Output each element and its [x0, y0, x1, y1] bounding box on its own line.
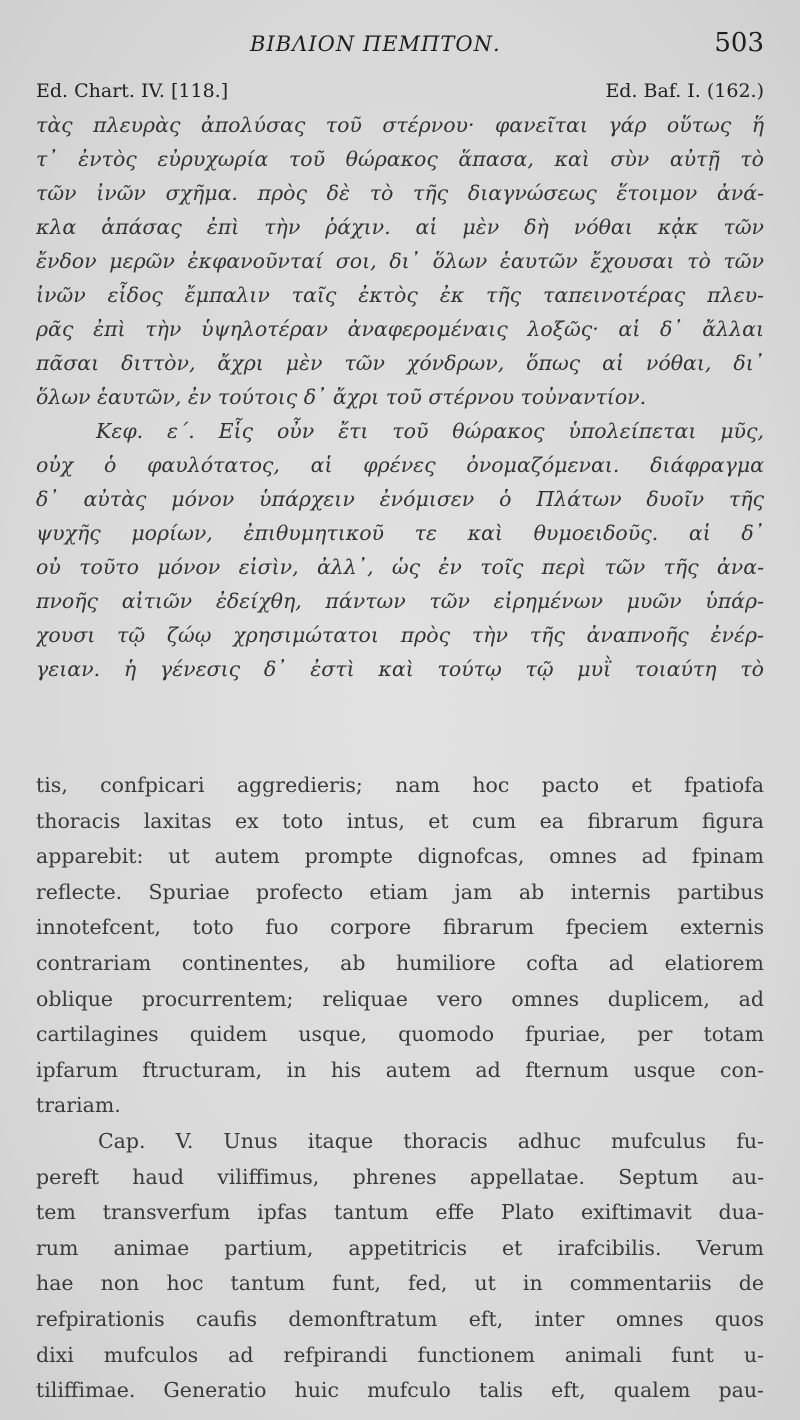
greek-text-block — [36, 108, 764, 686]
latin-line: ipfarum ftructuram, in his autem ad fternum usque con- — [36, 1057, 764, 1082]
latin-line: dixi mufculos ad refpirandi functionem animali funt u- — [36, 1342, 764, 1367]
latin-text-block — [36, 768, 764, 1409]
edition-references — [36, 80, 764, 106]
latin-line: apparebit: ut autem prompte dignofcas, omnes ad fpinam — [36, 844, 764, 869]
greek-line: δ᾽ αὐτὰς μόνον ὑπάρχειν ἐνόμισεν ὁ Πλάτων δυοῖν τῆς — [36, 487, 764, 511]
greek-line: ἔνδον μερῶν ἐκφανοῦνταί σοι, δι᾽ ὅλων ἑαυτῶν ἔχουσαι τὸ τῶν — [36, 249, 764, 273]
latin-line: oblique procurrentem; reliquae vero omnes duplicem, ad — [36, 986, 764, 1011]
greek-line: τῶν ἰνῶν σχῆμα. πρὸς δὲ τὸ τῆς διαγνώσεως ἕτοιμον ἀνά- — [36, 181, 764, 205]
running-title: ΒΙΒΛΙΟΝ ΠΕΜΠΤΟΝ. — [250, 32, 501, 56]
greek-line: οὐχ ὁ φαυλότατος, αἱ φρένες ὀνομαζόμεναι. διάφραγμα — [36, 453, 764, 477]
latin-line: contrariam continentes, ab humiliore cofta ad elatiorem — [36, 950, 764, 975]
greek-line: πνοῆς αἰτιῶν ἐδείχθη, πάντων τῶν εἰρημένων μυῶν ὑπάρ- — [36, 589, 764, 613]
latin-line: tem transverfum ipfas tantum effe Plato exiftimavit dua- — [36, 1200, 764, 1225]
greek-line: τὰς πλευρὰς ἀπολύσας τοῦ στέρνου· φανεῖται γάρ οὕτως ἥ — [36, 113, 764, 137]
greek-line: ἰνῶν εἶδος ἔμπαλιν ταῖς ἐκτὸς ἐκ τῆς ταπεινοτέρας πλευ- — [36, 283, 764, 307]
greek-line: ὅλων ἑαυτῶν, ἐν τούτοις δ᾽ ἄχρι τοῦ στέρνου τοὐναντίον. — [36, 385, 647, 409]
latin-line: hae non hoc tantum funt, fed, ut in commentariis de — [36, 1271, 764, 1296]
latin-line: pereft haud viliffimus, phrenes appellatae. Septum au- — [36, 1164, 764, 1189]
greek-line: κλα ἁπάσας ἐπὶ τὴν ῥάχιν. αἱ μὲν δὴ νόθαι κᾀκ τῶν — [36, 215, 764, 239]
greek-line: γειαν. ἡ γένεσις δ᾽ ἐστὶ καὶ τούτῳ τῷ μυῒ τοιαύτη τὸ — [36, 657, 764, 681]
greek-line: οὐ τοῦτο μόνον εἰσὶν, ἀλλ᾽, ὡς ἐν τοῖς περὶ τῶν τῆς ἀνα- — [36, 555, 764, 579]
running-head — [0, 28, 800, 64]
greek-line: τ᾽ ἐντὸς εὐρυχωρία τοῦ θώρακος ἅπασα, καὶ σὺν αὐτῇ τὸ — [36, 147, 764, 171]
greek-line: χουσι τῷ ζώῳ χρησιμώτατοι πρὸς τὴν τῆς ἀναπνοῆς ἐνέρ- — [36, 623, 764, 647]
latin-line: refpirationis caufis demonftratum eft, inter omnes quos — [36, 1306, 764, 1331]
latin-line: cartilagines quidem usque, quomodo fpuriae, per totam — [36, 1022, 764, 1047]
greek-line: ρᾶς ἐπὶ τὴν ὑψηλοτέραν ἀναφερομέναις λοξῶς· αἱ δ᾽ ἄλλαι — [36, 317, 764, 341]
latin-line: trariam. — [36, 1093, 121, 1118]
latin-line: tis, confpicari aggredieris; nam hoc pacto et fpatiofa — [36, 773, 764, 797]
latin-line: tiliffimae. Generatio huic mufculo talis eft, qualem pau- — [36, 1378, 764, 1403]
latin-line: rum animae partium, appetitricis et irafcibilis. Verum — [36, 1235, 764, 1260]
edition-chartier: Ed. Chart. IV. [118.] — [36, 80, 229, 102]
page-number: 503 — [714, 28, 764, 58]
latin-line: thoracis laxitas ex toto intus, et cum ea fibrarum figura — [36, 808, 764, 833]
edition-basel: Ed. Baf. I. (162.) — [605, 80, 764, 102]
greek-chapter-heading-line: Κεφ. ε΄. Εἷς οὖν ἔτι τοῦ θώρακος ὑπολείπεται μῦς, — [96, 419, 764, 443]
latin-chapter-heading-line: Cap. V. Unus itaque thoracis adhuc mufculus fu- — [98, 1128, 764, 1153]
greek-line: πᾶσαι διττὸν, ἄχρι μὲν τῶν χόνδρων, ὅπως αἱ νόθαι, δι᾽ — [36, 351, 764, 375]
greek-line: ψυχῆς μορίων, ἐπιθυμητικοῦ τε καὶ θυμοειδοῦς. αἱ δ᾽ — [36, 521, 764, 545]
latin-line: innotefcent, toto fuo corpore fibrarum fpeciem externis — [36, 915, 764, 940]
latin-line: reflecte. Spuriae profecto etiam jam ab internis partibus — [36, 879, 764, 904]
